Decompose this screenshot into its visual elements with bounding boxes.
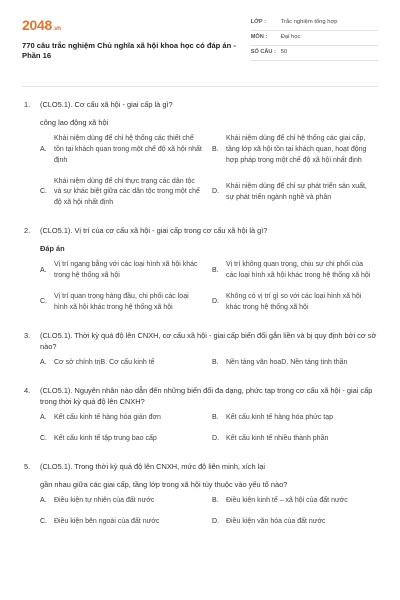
- option-text: Kết cấu kinh tế hàng hóa phức tạp: [226, 413, 334, 421]
- answer-option[interactable]: [40, 260, 206, 282]
- option-text: Không có vị trí gì so với các loại hình xã hội khác trong hệ thống xã hội: [226, 292, 362, 311]
- options-grid: [40, 413, 378, 445]
- answer-option[interactable]: [40, 134, 206, 167]
- site-logo[interactable]: [22, 16, 251, 35]
- option-text: Kết cấu kinh tế tập trung bao cấp: [54, 434, 157, 442]
- header-left: [22, 16, 251, 76]
- option-key: C.: [40, 434, 47, 442]
- answer-option[interactable]: [40, 517, 206, 528]
- option-key: A.: [40, 413, 47, 421]
- meta-label: SỐ CÂU :: [250, 49, 276, 56]
- option-text: Vị trí quan trọng hàng đầu, chi phối các loại hình xã hội khác trong hệ thống xã hội: [54, 292, 189, 311]
- logo-suffix: .vn: [52, 26, 61, 32]
- option-key: C.: [40, 298, 47, 306]
- option-text: Điều kiện văn hóa của đất nước: [226, 517, 326, 525]
- option-key: B.: [212, 413, 219, 421]
- answer-option[interactable]: [40, 434, 206, 445]
- question-text-row: [22, 461, 378, 472]
- question-text: (CLO5.1). Cơ cấu xã hội - giai cấp là gì?: [40, 100, 173, 109]
- meta-value: Đại học: [280, 34, 301, 41]
- question-number: 1.: [24, 100, 31, 109]
- question-number: 3.: [24, 330, 31, 340]
- option-text: Điều kiện tự nhiên của đất nước: [54, 496, 155, 504]
- question-text-row: [22, 330, 378, 352]
- option-text: Kết cấu kinh tế nhiều thành phần: [226, 434, 329, 442]
- options-grid: [40, 260, 378, 313]
- answer-option[interactable]: [212, 260, 378, 282]
- answer-option[interactable]: [212, 134, 378, 167]
- answer-option[interactable]: [40, 413, 206, 424]
- meta-value: 50: [280, 49, 288, 56]
- options-grid: [40, 134, 378, 209]
- options-grid: [40, 358, 378, 369]
- document-header: [22, 16, 378, 76]
- question-text: (CLO5.1). Trong thời kỳ quá độ lên CNXH, mức độ liên minh, xích lại: [40, 461, 266, 471]
- header-divider: [22, 86, 378, 87]
- meta-row-class: [251, 16, 378, 31]
- meta-value: Trắc nghiệm tổng hợp: [280, 19, 338, 26]
- meta-label: LỚP :: [250, 19, 266, 26]
- option-text: Nền tảng văn hoaD. Nền tảng tinh thần: [226, 358, 348, 366]
- option-key: C.: [40, 517, 47, 525]
- answer-heading: Đáp án: [40, 244, 65, 254]
- question-number: 2.: [24, 226, 31, 236]
- question-continuation: gần nhau giữa các giai cấp, tầng lớp trong xã hội tùy thuộc vào yếu tố nào?: [40, 479, 288, 489]
- answer-option[interactable]: [40, 292, 206, 314]
- meta-row-subject: [251, 31, 378, 46]
- question-item: [22, 385, 378, 445]
- option-key: B.: [212, 266, 219, 274]
- option-text: Khái niệm dùng để chỉ hệ thống các thiết chế tồn tại khách quan trong một chế độ xã hội nhất định: [54, 135, 202, 164]
- option-key: A.: [40, 496, 47, 504]
- option-text: Vị trí không quan trọng, chịu sự chi phối của các loại hình xã hội khác trong hệ thống xã hội: [226, 261, 371, 280]
- question-item: [22, 330, 378, 369]
- answer-option[interactable]: [212, 496, 378, 507]
- option-text: Vị trí ngang bằng với các loại hình xã hội khác trong hệ thống xã hội: [54, 261, 198, 280]
- option-key: D.: [212, 434, 219, 442]
- option-key: B.: [212, 358, 219, 366]
- option-text: Khái niệm dùng để chỉ hệ thống các giai cấp, tầng lớp xã hội tồn tại khách quan, hoạt động hợp pháp trong một chế độ xã hội nhất định: [226, 135, 367, 164]
- document-title: 770 câu trắc nghiệm Chủ nghĩa xã hội khoa học có đáp án - Phần 16: [22, 40, 236, 61]
- answer-option[interactable]: [40, 177, 206, 210]
- answer-option[interactable]: [40, 358, 206, 369]
- question-item: [22, 99, 378, 209]
- question-text: (CLO5.1). Vị trí của cơ cấu xã hội - giai cấp trong cơ cấu xã hội là gì?: [40, 226, 268, 236]
- option-text: Điều kiện bên ngoài của đất nước: [54, 517, 160, 525]
- question-text: (CLO5.1). Nguyên nhân nào dẫn đến những biến đổi đa dạng, phức tạp trong cơ cấu xã hội - giai cấp trong thời kỳ quá độ lên CNXH?: [40, 385, 373, 406]
- question-number: 5.: [24, 461, 31, 471]
- answer-option[interactable]: [212, 434, 378, 445]
- answer-option[interactable]: [212, 177, 378, 210]
- question-text-row: [22, 385, 378, 407]
- meta-row-count: [251, 46, 378, 61]
- question-text: (CLO5.1). Thời kỳ quá độ lên CNXH, cơ cấu xã hội - giai cấp biến đổi gắn liền và bị quy định bởi cơ sở nào?: [40, 330, 377, 351]
- option-text: Cơ sở chính trịB. Cơ cấu kinh tế: [54, 358, 155, 366]
- option-key: C.: [40, 188, 47, 196]
- answer-option[interactable]: [40, 496, 206, 507]
- option-text: Kết cấu kinh tế hàng hóa giản đơn: [54, 413, 161, 421]
- answer-option[interactable]: [212, 517, 378, 528]
- answer-option[interactable]: [212, 413, 378, 424]
- option-text: Khái niệm dùng để chỉ sự phát triển sản xuất, sự phát triển ngành nghề và phân: [226, 183, 367, 201]
- question-continuation: công lao động xã hội: [40, 118, 109, 128]
- answer-option[interactable]: [212, 358, 378, 369]
- meta-label: MÔN :: [250, 34, 268, 41]
- meta-table: [251, 16, 378, 76]
- option-text: Khái niệm dùng để chỉ thực trạng các dân tộc và sự khác biệt giữa các dân tộc trong một chế độ xã hội nhất định: [54, 177, 200, 207]
- option-key: D.: [212, 298, 219, 306]
- question-list: [22, 99, 378, 527]
- option-key: D.: [212, 188, 219, 196]
- answer-option[interactable]: [212, 292, 378, 314]
- option-key: B.: [212, 145, 219, 153]
- option-key: A.: [40, 358, 47, 366]
- question-text-row: [22, 99, 378, 110]
- option-key: A.: [40, 145, 47, 153]
- question-item: [22, 461, 378, 528]
- question-number: 4.: [24, 385, 31, 395]
- option-key: A.: [40, 266, 47, 274]
- logo-text: 2048: [22, 17, 52, 33]
- option-text: Điều kiện kinh tế – xã hội của đất nước: [226, 496, 348, 504]
- question-text-row: [22, 225, 378, 236]
- question-item: [22, 225, 378, 313]
- option-key: B.: [212, 496, 219, 504]
- option-key: D.: [212, 517, 219, 525]
- options-grid: [40, 496, 378, 528]
